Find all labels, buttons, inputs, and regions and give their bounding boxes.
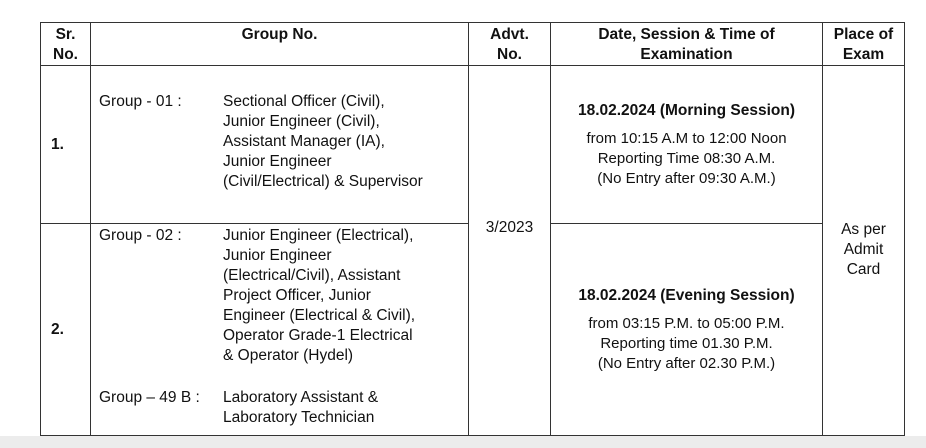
group-line: & Operator (Hydel): [223, 347, 354, 364]
header-sr-no: [41, 23, 91, 66]
group-description: [223, 388, 468, 428]
session-line: from 10:15 A.M to 12:00 Noon: [586, 129, 787, 147]
header-group-no: [91, 23, 469, 66]
session-line: (No Entry after 09:30 A.M.): [597, 169, 776, 187]
group-description: [223, 92, 468, 192]
header-date-line-2: Examination: [640, 46, 733, 63]
sr-no-cell: 1.: [41, 66, 91, 224]
group-line: Operator Grade-1 Electrical: [223, 327, 413, 344]
group-line: (Electrical/Civil), Assistant: [223, 267, 401, 284]
header-advt-no: [469, 23, 551, 66]
group-line: Laboratory Technician: [223, 409, 375, 426]
group-label: Group – 49 B :: [99, 389, 200, 406]
place-line: Card: [846, 261, 881, 278]
header-advt-line-1: Advt.: [490, 26, 529, 43]
group-entry: [91, 66, 468, 192]
header-sr-line-1: Sr.: [55, 26, 76, 43]
table-row-1: [41, 66, 905, 224]
header-row: [41, 23, 905, 66]
header-date-session: [551, 23, 823, 66]
advt-no-cell: 3/2023: [469, 66, 551, 436]
header-group-label: Group No.: [241, 26, 318, 43]
group-line: Engineer (Electrical & Civil),: [223, 307, 416, 324]
page-edge-band: [0, 436, 926, 448]
group-description: [223, 226, 468, 366]
group-line: (Civil/Electrical) & Supervisor: [223, 173, 423, 190]
header-date-line-1: Date, Session & Time of: [598, 26, 775, 43]
header-sr-line-2: No.: [53, 46, 78, 63]
header-advt-line-2: No.: [497, 46, 522, 63]
session-title: 18.02.2024 (Evening Session): [578, 286, 795, 304]
exam-schedule-table: [40, 22, 905, 436]
place-of-exam-cell: [823, 66, 905, 436]
session-line: (No Entry after 02.30 P.M.): [597, 354, 776, 372]
group-line: Assistant Manager (IA),: [223, 133, 385, 150]
session-cell: [551, 66, 823, 224]
group-line: Junior Engineer: [223, 247, 332, 264]
group-label: Group - 02 :: [99, 227, 182, 244]
group-cell: [91, 224, 469, 436]
header-place: [823, 23, 905, 66]
group-line: Junior Engineer (Electrical),: [223, 227, 414, 244]
session-line: from 03:15 P.M. to 05:00 P.M.: [588, 314, 785, 332]
group-entry: [91, 224, 468, 366]
sr-no-cell: 2.: [41, 224, 91, 436]
group-line: Junior Engineer (Civil),: [223, 113, 380, 130]
place-line: Admit: [843, 241, 884, 258]
group-line: Junior Engineer: [223, 153, 332, 170]
header-place-line-2: Exam: [842, 46, 885, 63]
session-line: Reporting Time 08:30 A.M.: [597, 149, 776, 167]
group-line: Laboratory Assistant &: [223, 389, 379, 406]
place-line: As per: [841, 221, 886, 238]
header-place-line-1: Place of: [833, 26, 894, 43]
group-entry: [91, 366, 468, 428]
place-text: [823, 66, 904, 280]
group-line: Sectional Officer (Civil),: [223, 93, 385, 110]
group-line: Project Officer, Junior: [223, 287, 371, 304]
group-cell: [91, 66, 469, 224]
group-label: Group - 01 :: [99, 93, 182, 110]
session-cell: [551, 224, 823, 436]
session-line: Reporting time 01.30 P.M.: [600, 334, 773, 352]
session-title: 18.02.2024 (Morning Session): [577, 101, 796, 119]
